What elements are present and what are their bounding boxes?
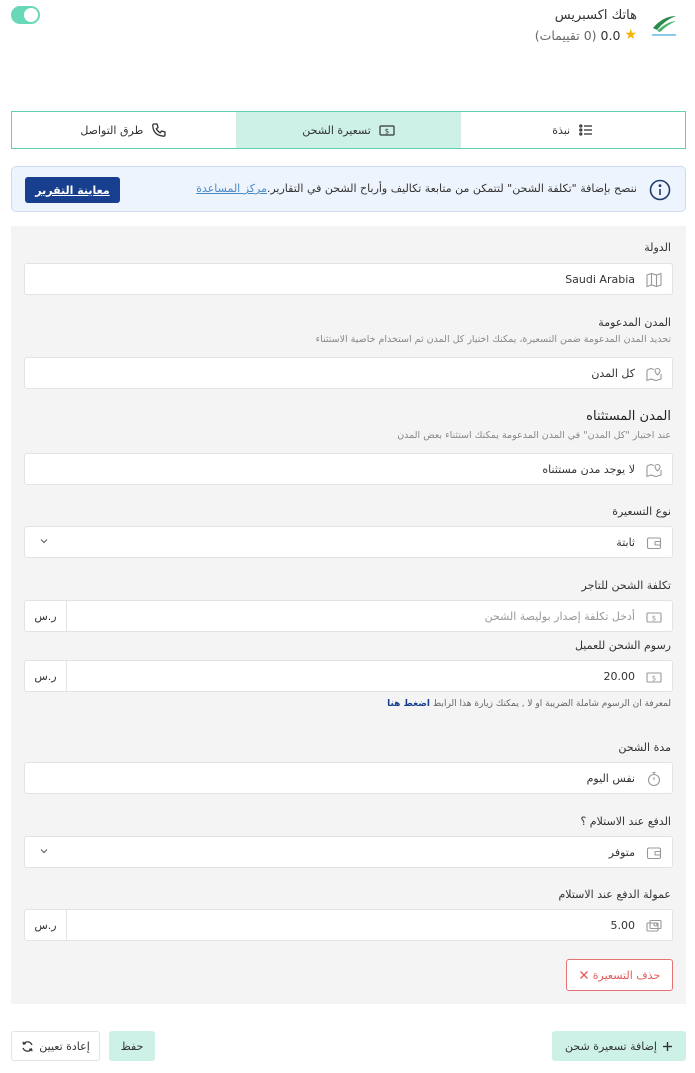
tax-note: [387, 699, 671, 709]
excluded-cities-select[interactable]: [24, 453, 673, 485]
pricing-type-label: نوع التسعيرة: [612, 505, 671, 518]
svg-text:$: $: [384, 127, 389, 136]
customer-fee-input[interactable]: [24, 660, 673, 692]
store-status-toggle[interactable]: [11, 6, 40, 24]
rating-count: (0 تقييمات): [534, 27, 597, 43]
map-icon: [646, 272, 662, 288]
refresh-icon: [21, 1040, 34, 1053]
excluded-cities-hint: عند اختيار "كل المدن" في المدن المدعومة يمكنك استثناء بعض المدن: [397, 430, 671, 441]
cod-select[interactable]: [24, 836, 673, 868]
supported-cities-select[interactable]: [24, 357, 673, 389]
tab-shipping-pricing[interactable]: [236, 112, 461, 148]
pricing-type-select[interactable]: [24, 526, 673, 558]
info-banner: [11, 166, 686, 212]
duration-select[interactable]: [24, 762, 673, 794]
save-button[interactable]: حفظ: [109, 1031, 155, 1061]
store-name: هاتك اكسبريس: [554, 8, 637, 23]
merchant-cost-placeholder: أدخل تكلفة إصدار بوليصة الشحن: [484, 610, 635, 623]
merchant-cost-label: تكلفة الشحن للتاجر: [581, 579, 671, 592]
cod-label: الدفع عند الاستلام ؟: [580, 815, 671, 828]
tab-contact-label: طرق التواصل: [80, 123, 144, 137]
map-pin-icon: [646, 366, 662, 382]
delete-pricing-label: حذف التسعيرة: [592, 968, 661, 982]
tax-note-link[interactable]: اضغط هنا: [387, 699, 431, 709]
customer-fee-value: 20.00: [603, 670, 635, 683]
tab-about-label: نبذة: [552, 123, 571, 137]
duration-value: نفس اليوم: [586, 772, 635, 785]
cod-fee-value: 5.00: [610, 919, 635, 932]
tax-note-text: لمعرفة ان الرسوم شاملة الضريبة او لا , يمكنك زيارة هذا الرابط: [432, 699, 671, 709]
map-pin-icon: [646, 462, 662, 478]
store-rating: [535, 27, 637, 43]
close-icon: [579, 970, 589, 980]
supported-cities-label: المدن المدعومة: [598, 316, 671, 329]
phone-icon: [151, 122, 167, 138]
wallet-icon: [646, 535, 662, 551]
banknote-icon: [646, 669, 662, 685]
cod-fee-label: عمولة الدفع عند الاستلام: [558, 888, 671, 901]
currency-unit: ر.س: [25, 910, 67, 940]
supported-cities-value: كل المدن: [591, 367, 635, 380]
add-pricing-label: إضافة تسعيرة شحن: [565, 1039, 657, 1053]
help-center-link[interactable]: مركز المساعدة: [196, 182, 267, 195]
wallet-icon: [646, 845, 662, 861]
chevron-down-icon: [39, 846, 49, 856]
stopwatch-icon: [646, 771, 662, 787]
cod-fee-input[interactable]: [24, 909, 673, 941]
toggle-knob: [24, 8, 38, 22]
banner-message: ننصح بإضافة "تكلفة الشحن" لتتمكن من متابعة تكاليف وأرباح الشحن في التقارير.: [266, 182, 637, 195]
banknote-icon: [379, 122, 395, 138]
tab-shipping-label: تسعيرة الشحن: [302, 123, 371, 137]
country-select[interactable]: [24, 263, 673, 295]
tab-bar: [11, 111, 686, 149]
plus-icon: [662, 1041, 673, 1052]
banknote-icon: [646, 609, 662, 625]
delete-pricing-button[interactable]: [566, 959, 673, 991]
svg-text:$: $: [651, 614, 657, 623]
country-value: Saudi Arabia: [565, 273, 635, 286]
supported-cities-hint: تحديد المدن المدعومة ضمن التسعيرة، يمكنك اختيار كل المدن ثم استخدام خاصية الاستثناء: [315, 334, 671, 345]
customer-fee-label: رسوم الشحن للعميل: [574, 639, 671, 652]
info-icon: [649, 179, 671, 201]
excluded-cities-label: المدن المستثناه: [586, 409, 671, 424]
currency-unit: ر.س: [25, 661, 67, 691]
country-label: الدولة: [644, 241, 671, 254]
excluded-cities-value: لا يوجد مدن مستثناه: [542, 463, 635, 476]
currency-unit: ر.س: [25, 601, 67, 631]
duration-label: مدة الشحن: [618, 741, 671, 754]
pricing-type-value: ثابتة: [616, 536, 635, 549]
reset-label: إعادة تعيين: [39, 1039, 90, 1053]
list-icon: [578, 122, 594, 138]
add-shipping-pricing-button[interactable]: [552, 1031, 686, 1061]
rating-score: 0.0: [600, 27, 621, 43]
reset-button[interactable]: [11, 1031, 100, 1061]
merchant-cost-input[interactable]: [24, 600, 673, 632]
chevron-down-icon: [39, 536, 49, 546]
cod-value: متوفر: [608, 846, 635, 859]
tab-contact-methods[interactable]: [12, 112, 236, 148]
star-icon: ★: [624, 27, 637, 43]
svg-text:$: $: [651, 674, 657, 683]
store-logo: [649, 10, 679, 40]
tab-about[interactable]: [460, 112, 685, 148]
cash-icon: [646, 918, 662, 934]
preview-report-button[interactable]: معاينة التقرير: [25, 177, 120, 203]
